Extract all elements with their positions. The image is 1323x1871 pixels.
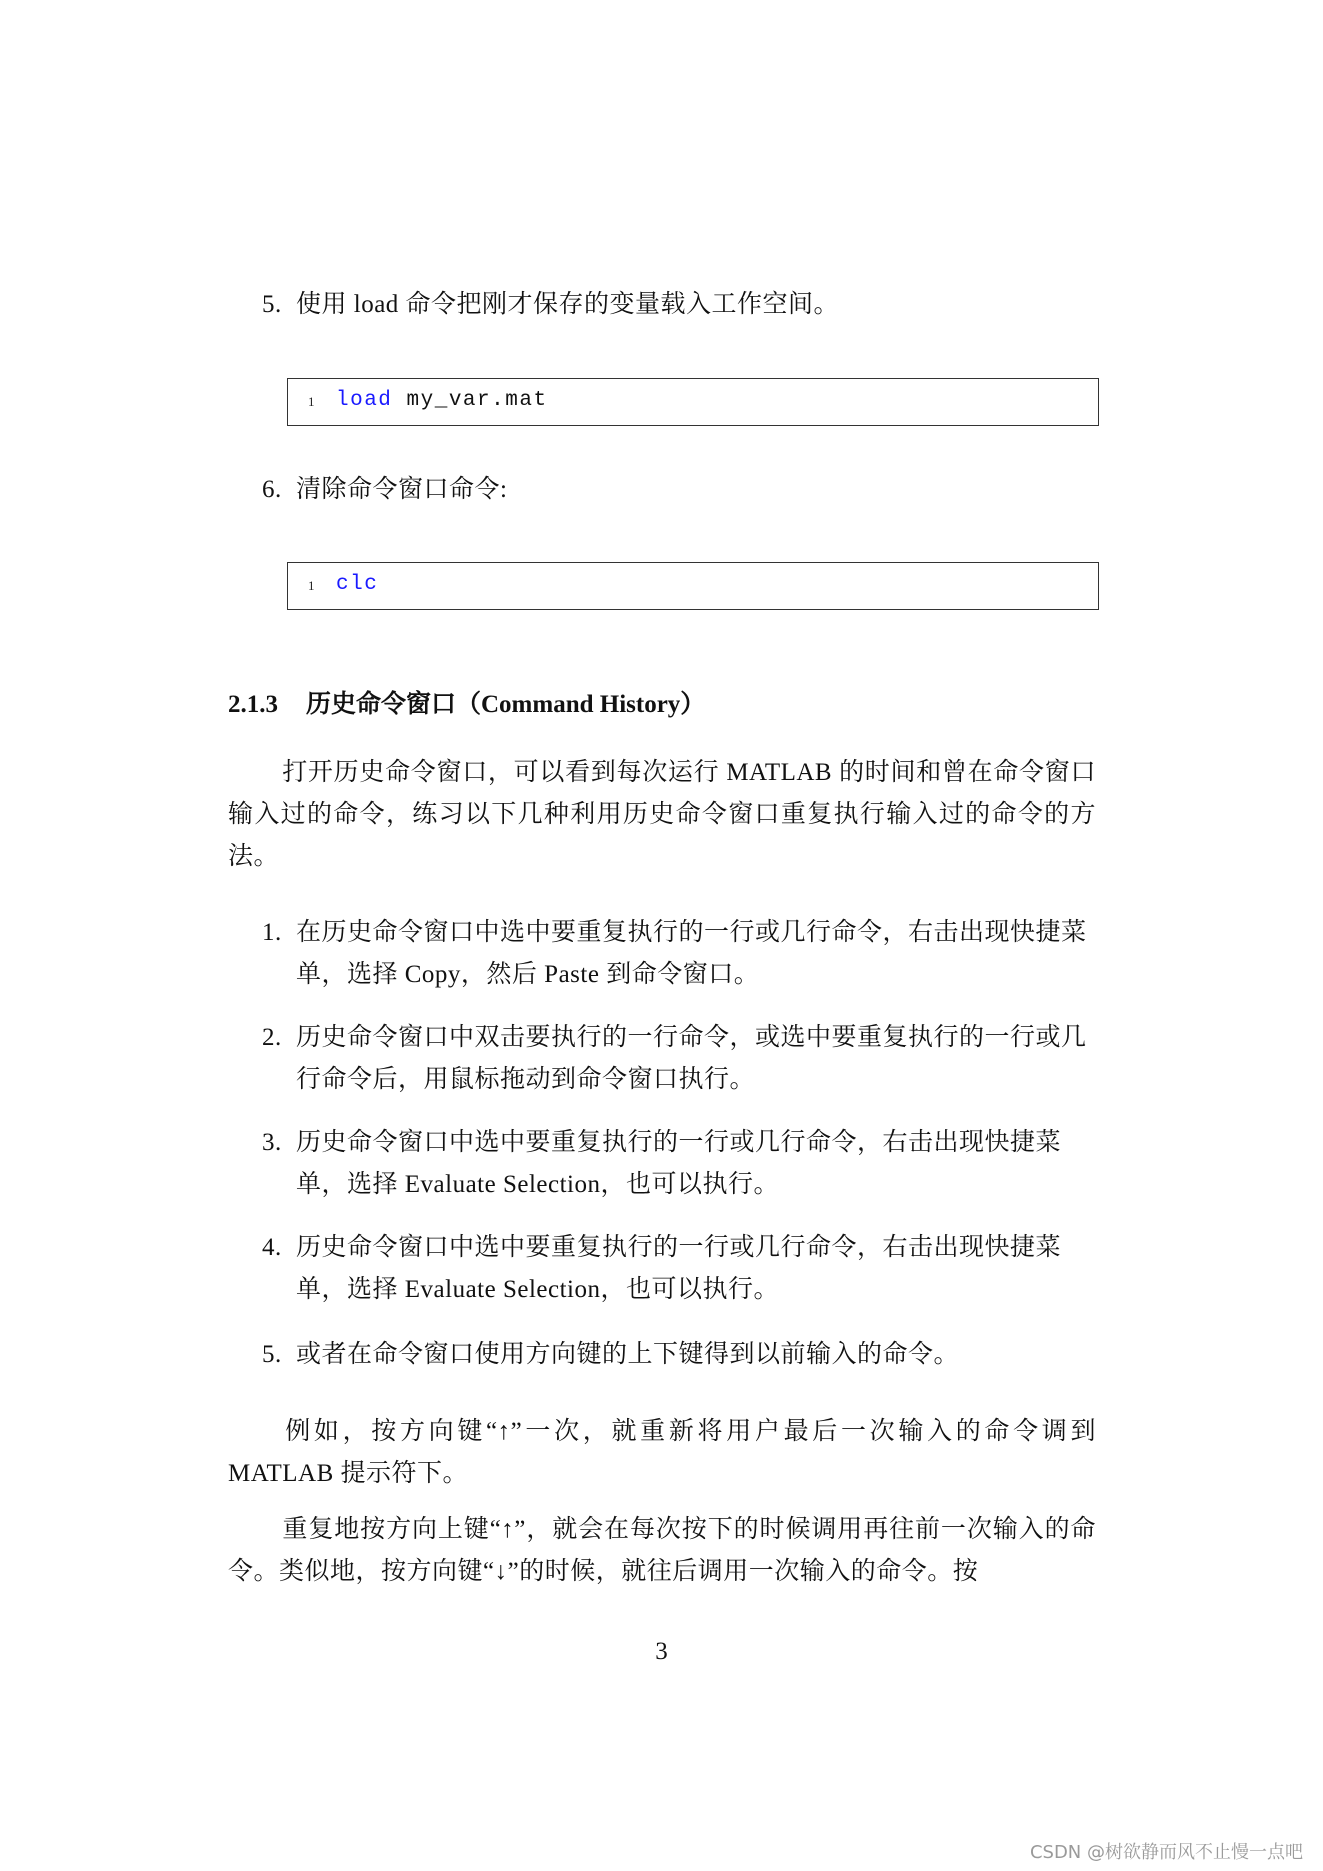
- code-keyword: clc: [336, 573, 379, 596]
- paragraph-text: 打开历史命令窗口，可以看到每次运行 MATLAB 的时间和曾在命令窗口输入过的命令，练习以下几种利用历史命令窗口重复执行输入过的命令的方法。: [228, 759, 1096, 870]
- page-number: 3: [655, 1638, 668, 1665]
- section-number: 2.1.3: [228, 691, 278, 718]
- code-line: [336, 389, 548, 412]
- watermark: CSDN @树欲静而风不止慢一点吧: [1029, 1842, 1303, 1863]
- list-number: 6.: [262, 476, 282, 503]
- paragraph-text: 重复地按方向上键“↑”，就会在每次按下的时候调用再往前一次输入的命令。类似地，按方向键“↓”的时候，就往后调用一次输入的命令。按: [228, 1516, 1096, 1585]
- list-item: [262, 1122, 1102, 1206]
- list-number: 1.: [262, 919, 282, 946]
- list-item: [262, 912, 1102, 996]
- line-number: 1: [308, 394, 315, 409]
- list-number: 3.: [262, 1129, 282, 1156]
- code-line: [336, 573, 378, 596]
- paragraph-text: 例如，按方向键“↑”一次，就重新将用户最后一次输入的命令调到 MATLAB 提示符下。: [228, 1418, 1096, 1487]
- section-heading: [228, 684, 705, 720]
- list-item: [262, 1227, 1102, 1311]
- list-item: [262, 469, 1102, 511]
- list-number: 5.: [262, 291, 282, 318]
- list-item-text: 清除命令窗口命令:: [296, 476, 508, 503]
- code-keyword: load: [336, 389, 393, 412]
- list-item: [262, 1017, 1102, 1101]
- list-item: [262, 284, 1102, 326]
- list-item-text: 使用 load 命令把刚才保存的变量载入工作空间。: [296, 291, 840, 318]
- paragraph: [228, 1509, 1096, 1593]
- paragraph: [228, 752, 1096, 878]
- list-number: 5.: [262, 1341, 282, 1368]
- list-item-text: 历史命令窗口中双击要执行的一行命令，或选中要重复执行的一行或几行命令后，用鼠标拖动到命令窗口执行。: [296, 1024, 1087, 1093]
- code-argument: my_var.mat: [392, 389, 548, 412]
- list-item: [262, 1334, 1102, 1376]
- list-item-text: 历史命令窗口中选中要重复执行的一行或几行命令，右击出现快捷菜单，选择 Evaluate Selection，也可以执行。: [296, 1129, 1062, 1198]
- list-item-text: 或者在命令窗口使用方向键的上下键得到以前输入的命令。: [296, 1341, 960, 1368]
- code-block: [287, 562, 1099, 610]
- code-block: [287, 378, 1099, 426]
- list-item-text: 在历史命令窗口中选中要重复执行的一行或几行命令，右击出现快捷菜单，选择 Copy，然后 Paste 到命令窗口。: [296, 919, 1087, 988]
- section-title: 历史命令窗口（Command History）: [306, 691, 706, 718]
- list-item-text: 历史命令窗口中选中要重复执行的一行或几行命令，右击出现快捷菜单，选择 Evaluate Selection，也可以执行。: [296, 1234, 1062, 1303]
- line-number: 1: [308, 578, 315, 593]
- paragraph: [228, 1411, 1096, 1495]
- list-number: 4.: [262, 1234, 282, 1261]
- list-number: 2.: [262, 1024, 282, 1051]
